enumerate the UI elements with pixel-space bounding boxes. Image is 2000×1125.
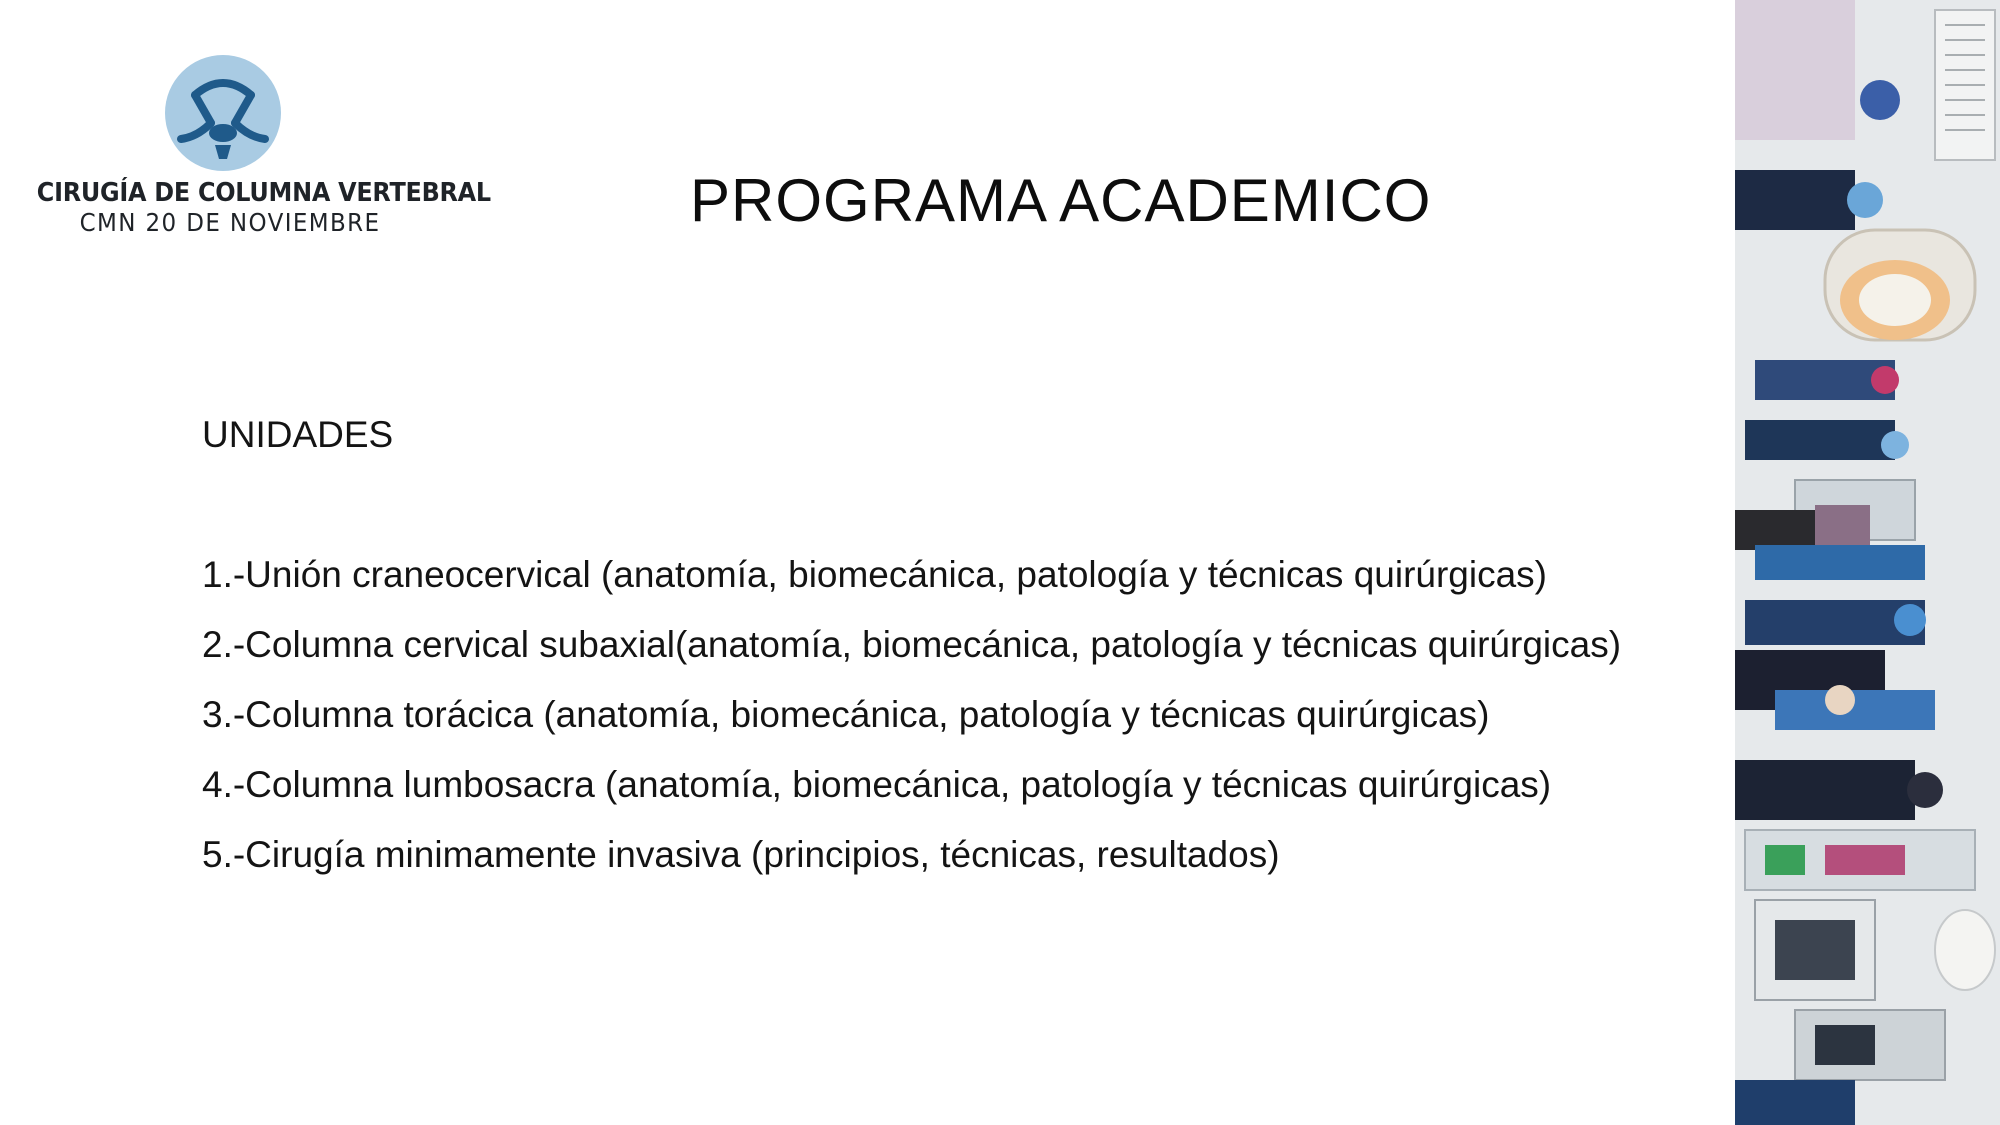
list-item: 2.-Columna cervical subaxial(anatomía, biomecánica, patología y técnicas quirúrgicas)	[202, 624, 1622, 665]
list-item: 4.-Columna lumbosacra (anatomía, biomecánica, patología y técnicas quirúrgicas)	[202, 764, 1552, 805]
logo-title: CIRUGÍA DE COLUMNA VERTEBRAL	[36, 178, 491, 208]
vertebra-icon	[163, 53, 283, 173]
list-item: 3.-Columna torácica (anatomía, biomecánica, patología y técnicas quirúrgicas)	[202, 694, 1490, 735]
page-title: PROGRAMA ACADEMICO	[690, 167, 1432, 234]
logo	[20, 50, 491, 250]
list-item: 1.-Unión craneocervical (anatomía, biomecánica, patología y técnicas quirúrgicas)	[202, 554, 1548, 595]
units-list	[202, 550, 1621, 900]
operating-room-photo-illustration	[1735, 0, 2000, 1125]
operating-room-photo	[1735, 0, 2000, 1125]
list-item: 5.-Cirugía minimamente invasiva (principios, técnicas, resultados)	[202, 834, 1280, 875]
logo-subtitle: CMN 20 DE NOVIEMBRE	[79, 208, 381, 237]
section-label: UNIDADES	[202, 414, 394, 455]
